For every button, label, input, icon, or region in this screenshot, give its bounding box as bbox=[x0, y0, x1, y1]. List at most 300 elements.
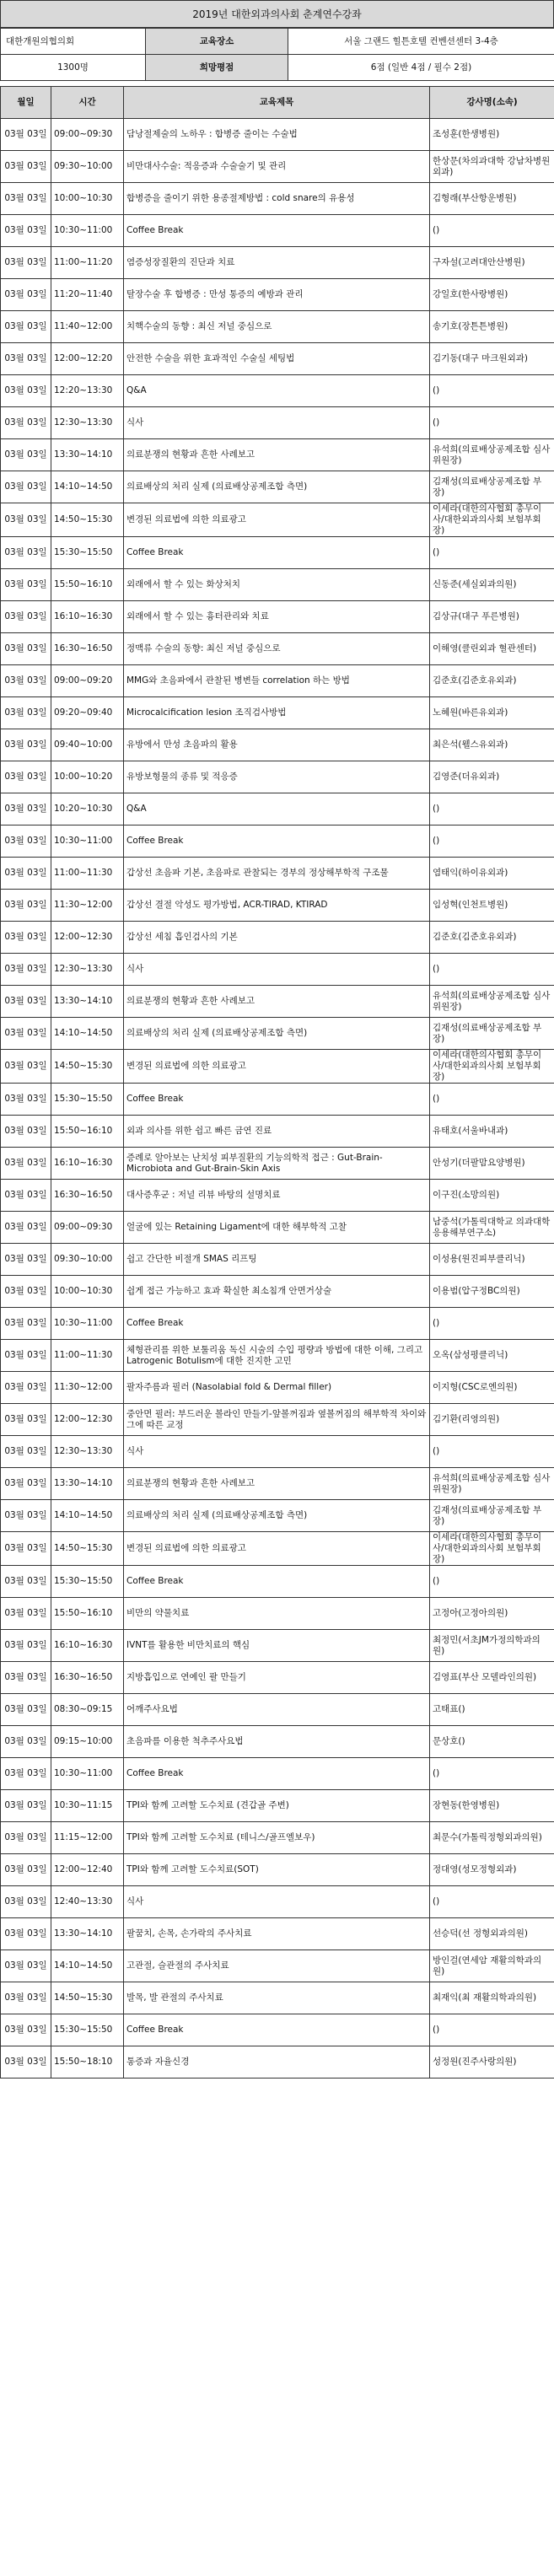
table-row bbox=[1, 375, 554, 407]
session-time: 14:10~14:50 bbox=[51, 1500, 124, 1532]
info-row bbox=[1, 29, 554, 55]
table-row bbox=[1, 954, 554, 986]
session-date: 03월 03일 bbox=[1, 601, 51, 633]
session-date: 03월 03일 bbox=[1, 826, 51, 858]
session-date: 03월 03일 bbox=[1, 215, 51, 247]
info-table bbox=[0, 28, 554, 81]
session-speaker: 문상호() bbox=[430, 1726, 554, 1758]
session-time: 14:50~15:30 bbox=[51, 1532, 124, 1566]
session-topic: 외래에서 할 수 있는 흉터관리와 치료 bbox=[124, 601, 430, 633]
session-speaker: 이구진(소망의원) bbox=[430, 1180, 554, 1212]
session-topic: Coffee Break bbox=[124, 1758, 430, 1790]
session-topic: 식사 bbox=[124, 954, 430, 986]
session-time: 13:30~14:10 bbox=[51, 439, 124, 471]
session-time: 09:15~10:00 bbox=[51, 1726, 124, 1758]
table-row bbox=[1, 1694, 554, 1726]
table-row bbox=[1, 1276, 554, 1308]
session-topic: Coffee Break bbox=[124, 537, 430, 569]
session-speaker: 김재성(의료배상공제조합 부장) bbox=[430, 471, 554, 503]
session-date: 03월 03일 bbox=[1, 922, 51, 954]
session-topic: 얼굴에 있는 Retaining Ligament에 대한 해부학적 고찰 bbox=[124, 1212, 430, 1244]
table-row bbox=[1, 697, 554, 729]
session-time: 15:50~16:10 bbox=[51, 1598, 124, 1630]
session-topic: 식사 bbox=[124, 407, 430, 439]
session-topic: 갑상선 결절 악성도 평가방법, ACR-TIRAD, KTIRAD bbox=[124, 890, 430, 922]
session-topic: Microcalcification lesion 조직검사방법 bbox=[124, 697, 430, 729]
session-date: 03월 03일 bbox=[1, 2046, 51, 2079]
session-time: 15:50~16:10 bbox=[51, 569, 124, 601]
session-speaker: 정대영(성모정형외과) bbox=[430, 1854, 554, 1886]
table-row bbox=[1, 1598, 554, 1630]
session-date: 03월 03일 bbox=[1, 119, 51, 151]
session-date: 03월 03일 bbox=[1, 1630, 51, 1662]
session-speaker: 김재성(의료배상공제조합 부장) bbox=[430, 1018, 554, 1050]
session-date: 03월 03일 bbox=[1, 1598, 51, 1630]
session-topic: 의료배상의 처리 실제 (의료배상공제조합 측면) bbox=[124, 471, 430, 503]
session-topic: 비만의 약물치료 bbox=[124, 1598, 430, 1630]
table-row bbox=[1, 1148, 554, 1180]
table-row bbox=[1, 151, 554, 183]
session-time: 09:00~09:20 bbox=[51, 665, 124, 697]
session-speaker: 고정아(고정아의원) bbox=[430, 1598, 554, 1630]
session-topic: 비만대사수술: 적응증과 수술술기 및 관리 bbox=[124, 151, 430, 183]
table-row bbox=[1, 826, 554, 858]
session-speaker: 최은석(웰스유외과) bbox=[430, 729, 554, 761]
session-speaker: 이세라(대한의사협회 총무이사/대한외과의사회 보험부회장) bbox=[430, 503, 554, 537]
session-speaker: 안성기(더팔맘요양병원) bbox=[430, 1148, 554, 1180]
session-date: 03월 03일 bbox=[1, 1436, 51, 1468]
table-row bbox=[1, 407, 554, 439]
table-row bbox=[1, 1084, 554, 1116]
location-value: 서울 그랜드 힐튼호텔 컨벤션센터 3-4층 bbox=[288, 29, 554, 55]
session-topic: 안전한 수술을 위한 효과적인 수술실 세팅법 bbox=[124, 343, 430, 375]
session-date: 03월 03일 bbox=[1, 1918, 51, 1950]
col-header-time: 시간 bbox=[51, 87, 124, 119]
session-time: 08:30~09:15 bbox=[51, 1694, 124, 1726]
session-speaker: () bbox=[430, 215, 554, 247]
table-row bbox=[1, 2046, 554, 2079]
session-time: 11:00~11:20 bbox=[51, 247, 124, 279]
session-date: 03월 03일 bbox=[1, 1982, 51, 2014]
table-row bbox=[1, 1854, 554, 1886]
session-date: 03월 03일 bbox=[1, 633, 51, 665]
session-date: 03월 03일 bbox=[1, 407, 51, 439]
session-speaker: 이지형(CSC로엔의원) bbox=[430, 1372, 554, 1404]
session-date: 03월 03일 bbox=[1, 1212, 51, 1244]
table-row bbox=[1, 537, 554, 569]
session-topic: 유방에서 만성 초음파의 활용 bbox=[124, 729, 430, 761]
session-speaker: 조성훈(한생병원) bbox=[430, 119, 554, 151]
session-speaker: 성정원(진주사랑의원) bbox=[430, 2046, 554, 2079]
session-topic: Coffee Break bbox=[124, 1084, 430, 1116]
session-speaker: 김준호(김준호유외과) bbox=[430, 665, 554, 697]
table-row bbox=[1, 1018, 554, 1050]
session-topic: 팔꿈치, 손목, 손가락의 주사치료 bbox=[124, 1918, 430, 1950]
session-date: 03월 03일 bbox=[1, 1726, 51, 1758]
session-time: 09:00~09:30 bbox=[51, 119, 124, 151]
session-topic: 식사 bbox=[124, 1436, 430, 1468]
session-date: 03월 03일 bbox=[1, 247, 51, 279]
session-topic: 의료배상의 처리 실제 (의료배상공제조합 측면) bbox=[124, 1018, 430, 1050]
session-speaker: () bbox=[430, 1436, 554, 1468]
session-topic: Coffee Break bbox=[124, 1308, 430, 1340]
session-time: 14:50~15:30 bbox=[51, 503, 124, 537]
session-topic: 염증성장질환의 진단과 치료 bbox=[124, 247, 430, 279]
session-speaker: 김영표(부산 모델라인의원) bbox=[430, 1662, 554, 1694]
session-speaker: 임성혁(인천트병원) bbox=[430, 890, 554, 922]
col-header-speaker: 강사명(소속) bbox=[430, 87, 554, 119]
session-topic: 탈장수술 후 합병증 : 만성 통증의 예방과 관리 bbox=[124, 279, 430, 311]
table-row bbox=[1, 1630, 554, 1662]
session-speaker: 김준호(김준호유외과) bbox=[430, 922, 554, 954]
session-speaker: 유태호(서울바내과) bbox=[430, 1116, 554, 1148]
session-time: 15:30~15:50 bbox=[51, 1566, 124, 1598]
session-time: 12:20~13:30 bbox=[51, 375, 124, 407]
session-topic: 외래에서 할 수 있는 화상처치 bbox=[124, 569, 430, 601]
table-row bbox=[1, 311, 554, 343]
session-topic: 합병증을 줄이기 위한 용종절제방법 : cold snare의 유용성 bbox=[124, 183, 430, 215]
session-speaker: 유석희(의료배상공제조합 심사위원장) bbox=[430, 1468, 554, 1500]
info-row bbox=[1, 55, 554, 81]
session-time: 14:10~14:50 bbox=[51, 1018, 124, 1050]
session-time: 11:30~12:00 bbox=[51, 890, 124, 922]
session-topic: 중안면 필러: 부드러운 볼라인 만들기-앞볼꺼짐과 옆볼꺼짐의 해부학적 차이와 그에 따른 교정 bbox=[124, 1404, 430, 1436]
session-date: 03월 03일 bbox=[1, 537, 51, 569]
session-topic: 담낭절제술의 노하우 : 합병증 줄이는 수술법 bbox=[124, 119, 430, 151]
session-speaker: () bbox=[430, 1886, 554, 1918]
session-date: 03월 03일 bbox=[1, 503, 51, 537]
session-date: 03월 03일 bbox=[1, 1340, 51, 1372]
session-date: 03월 03일 bbox=[1, 1500, 51, 1532]
session-speaker: 고태표() bbox=[430, 1694, 554, 1726]
session-topic: 팔자주름과 필러 (Nasolabial fold & Dermal filler) bbox=[124, 1372, 430, 1404]
col-header-topic: 교육제목 bbox=[124, 87, 430, 119]
session-date: 03월 03일 bbox=[1, 1084, 51, 1116]
session-topic: 대사증후군 : 저널 리뷰 바탕의 설명치료 bbox=[124, 1180, 430, 1212]
session-speaker: 이세라(대한의사협회 총무이사/대한외과의사회 보험부회장) bbox=[430, 1050, 554, 1084]
session-topic: Coffee Break bbox=[124, 826, 430, 858]
session-time: 13:30~14:10 bbox=[51, 1918, 124, 1950]
session-topic: 변경된 의료법에 의한 의료광고 bbox=[124, 1532, 430, 1566]
session-date: 03월 03일 bbox=[1, 1404, 51, 1436]
session-topic: 증례로 알아보는 난치성 피부질환의 기능의학적 접근 : Gut-Brain-Microbiota and Gut-Brain-Skin Axis bbox=[124, 1148, 430, 1180]
table-row bbox=[1, 1566, 554, 1598]
session-topic: 고관절, 슬관절의 주사치료 bbox=[124, 1950, 430, 1982]
location-label: 교육장소 bbox=[146, 29, 288, 55]
session-topic: 치핵수술의 동향 : 최신 저널 중심으로 bbox=[124, 311, 430, 343]
session-time: 15:50~16:10 bbox=[51, 1116, 124, 1148]
session-speaker: 최재익(최 재활의학과의원) bbox=[430, 1982, 554, 2014]
session-time: 16:10~16:30 bbox=[51, 1148, 124, 1180]
credit-value: 6점 (일반 4점 / 필수 2점) bbox=[288, 55, 554, 81]
session-time: 11:00~11:30 bbox=[51, 1340, 124, 1372]
session-time: 16:30~16:50 bbox=[51, 633, 124, 665]
session-speaker: 방인걸(연세암 재활의학과의원) bbox=[430, 1950, 554, 1982]
session-topic: Coffee Break bbox=[124, 1566, 430, 1598]
session-topic: 쉽고 간단한 비절개 SMAS 리프팅 bbox=[124, 1244, 430, 1276]
session-date: 03월 03일 bbox=[1, 1886, 51, 1918]
session-topic: 초음파를 이용한 척추주사요법 bbox=[124, 1726, 430, 1758]
session-time: 14:10~14:50 bbox=[51, 471, 124, 503]
table-row bbox=[1, 1212, 554, 1244]
session-date: 03월 03일 bbox=[1, 890, 51, 922]
session-time: 16:10~16:30 bbox=[51, 601, 124, 633]
session-speaker: 선승덕(선 정형외과의원) bbox=[430, 1918, 554, 1950]
session-time: 10:30~11:00 bbox=[51, 826, 124, 858]
credit-label: 희망평점 bbox=[146, 55, 288, 81]
session-date: 03월 03일 bbox=[1, 279, 51, 311]
table-row bbox=[1, 1180, 554, 1212]
session-speaker: () bbox=[430, 1566, 554, 1598]
session-date: 03월 03일 bbox=[1, 439, 51, 471]
session-time: 10:00~10:20 bbox=[51, 761, 124, 793]
session-time: 12:00~12:20 bbox=[51, 343, 124, 375]
table-row bbox=[1, 439, 554, 471]
session-date: 03월 03일 bbox=[1, 2014, 51, 2046]
session-topic: 의료분쟁의 현황과 흔한 사례보고 bbox=[124, 439, 430, 471]
table-row bbox=[1, 2014, 554, 2046]
session-speaker: () bbox=[430, 793, 554, 826]
table-row bbox=[1, 1308, 554, 1340]
schedule-body bbox=[1, 119, 554, 2079]
session-date: 03월 03일 bbox=[1, 1018, 51, 1050]
session-time: 12:40~13:30 bbox=[51, 1886, 124, 1918]
session-date: 03월 03일 bbox=[1, 183, 51, 215]
session-speaker: 김기동(대구 마크원외과) bbox=[430, 343, 554, 375]
session-time: 16:30~16:50 bbox=[51, 1662, 124, 1694]
session-time: 09:40~10:00 bbox=[51, 729, 124, 761]
session-time: 10:30~11:15 bbox=[51, 1790, 124, 1822]
session-topic: 어깨주사요법 bbox=[124, 1694, 430, 1726]
session-speaker: 이용범(압구정BC의원) bbox=[430, 1276, 554, 1308]
table-row bbox=[1, 503, 554, 537]
table-row bbox=[1, 729, 554, 761]
session-time: 15:30~15:50 bbox=[51, 2014, 124, 2046]
session-speaker: 최문수(가톨릭정형외과의원) bbox=[430, 1822, 554, 1854]
session-speaker: 신동준(세실외과의원) bbox=[430, 569, 554, 601]
schedule-table bbox=[0, 86, 554, 2079]
table-row bbox=[1, 1982, 554, 2014]
session-date: 03월 03일 bbox=[1, 311, 51, 343]
session-speaker: 남중석(가톨릭대학교 의과대학 응용해부연구소) bbox=[430, 1212, 554, 1244]
session-speaker: 오옥(삼성평클리닉) bbox=[430, 1340, 554, 1372]
col-header-date: 월일 bbox=[1, 87, 51, 119]
session-topic: 변경된 의료법에 의한 의료광고 bbox=[124, 503, 430, 537]
session-date: 03월 03일 bbox=[1, 151, 51, 183]
table-row bbox=[1, 1500, 554, 1532]
table-row bbox=[1, 1436, 554, 1468]
session-time: 15:30~15:50 bbox=[51, 537, 124, 569]
session-speaker: 한상문(차의과대학 강남차병원 외과) bbox=[430, 151, 554, 183]
table-row bbox=[1, 215, 554, 247]
session-topic: 갑상선 세침 흡인검사의 기본 bbox=[124, 922, 430, 954]
session-date: 03월 03일 bbox=[1, 1116, 51, 1148]
table-row bbox=[1, 119, 554, 151]
session-topic: 정맥류 수술의 동향: 최신 저널 중심으로 bbox=[124, 633, 430, 665]
session-topic: IVNT를 활용한 비만치료의 핵심 bbox=[124, 1630, 430, 1662]
table-row bbox=[1, 247, 554, 279]
session-topic: 식사 bbox=[124, 1886, 430, 1918]
session-time: 10:30~11:00 bbox=[51, 215, 124, 247]
session-speaker: 유석희(의료배상공제조합 심사위원장) bbox=[430, 439, 554, 471]
session-date: 03월 03일 bbox=[1, 1468, 51, 1500]
session-topic: TPI와 함께 고려할 도수치료 (테니스/골프엘보우) bbox=[124, 1822, 430, 1854]
session-topic: 유방보형물의 종류 및 적응증 bbox=[124, 761, 430, 793]
session-time: 12:00~12:30 bbox=[51, 922, 124, 954]
session-speaker: 김영준(더유외과) bbox=[430, 761, 554, 793]
table-row bbox=[1, 183, 554, 215]
session-speaker: 이세라(대한의사협회 총무이사/대한외과의사회 보험부회장) bbox=[430, 1532, 554, 1566]
session-time: 12:30~13:30 bbox=[51, 407, 124, 439]
session-time: 14:10~14:50 bbox=[51, 1950, 124, 1982]
session-date: 03월 03일 bbox=[1, 1694, 51, 1726]
session-date: 03월 03일 bbox=[1, 729, 51, 761]
table-row bbox=[1, 890, 554, 922]
session-speaker: 유석희(의료배상공제조합 심사위원장) bbox=[430, 986, 554, 1018]
session-time: 14:50~15:30 bbox=[51, 1050, 124, 1084]
table-row bbox=[1, 1758, 554, 1790]
session-speaker: 김상규(대구 푸른병원) bbox=[430, 601, 554, 633]
session-time: 11:30~12:00 bbox=[51, 1372, 124, 1404]
table-row bbox=[1, 279, 554, 311]
session-topic: 체형관리를 위한 보툴리움 독신 시술의 수입 평량과 방법에 대한 이해, 그리고 Latrogenic Botulism에 대한 진지한 고민 bbox=[124, 1340, 430, 1372]
session-topic: TPI와 함께 고려할 도수치료 (견갑골 주변) bbox=[124, 1790, 430, 1822]
session-time: 16:10~16:30 bbox=[51, 1630, 124, 1662]
session-topic: 변경된 의료법에 의한 의료광고 bbox=[124, 1050, 430, 1084]
table-row bbox=[1, 922, 554, 954]
session-speaker: () bbox=[430, 1758, 554, 1790]
session-speaker: () bbox=[430, 1084, 554, 1116]
session-topic: 의료분쟁의 현황과 흔한 사례보고 bbox=[124, 1468, 430, 1500]
table-row bbox=[1, 1244, 554, 1276]
table-row bbox=[1, 1050, 554, 1084]
session-time: 10:30~11:00 bbox=[51, 1308, 124, 1340]
table-row bbox=[1, 1918, 554, 1950]
session-time: 15:30~15:50 bbox=[51, 1084, 124, 1116]
table-row bbox=[1, 986, 554, 1018]
table-row bbox=[1, 343, 554, 375]
session-topic: Q&A bbox=[124, 793, 430, 826]
session-speaker: 김형래(부산항운병원) bbox=[430, 183, 554, 215]
session-date: 03월 03일 bbox=[1, 793, 51, 826]
session-date: 03월 03일 bbox=[1, 1308, 51, 1340]
session-time: 12:30~13:30 bbox=[51, 1436, 124, 1468]
session-date: 03월 03일 bbox=[1, 697, 51, 729]
session-speaker: () bbox=[430, 826, 554, 858]
table-row bbox=[1, 1340, 554, 1372]
session-time: 11:20~11:40 bbox=[51, 279, 124, 311]
session-topic: Coffee Break bbox=[124, 2014, 430, 2046]
session-time: 10:20~10:30 bbox=[51, 793, 124, 826]
session-speaker: () bbox=[430, 2014, 554, 2046]
table-row bbox=[1, 761, 554, 793]
table-row bbox=[1, 665, 554, 697]
table-row bbox=[1, 858, 554, 890]
session-time: 11:00~11:30 bbox=[51, 858, 124, 890]
session-time: 10:00~10:30 bbox=[51, 183, 124, 215]
session-date: 03월 03일 bbox=[1, 1244, 51, 1276]
session-time: 11:40~12:00 bbox=[51, 311, 124, 343]
session-speaker: () bbox=[430, 537, 554, 569]
session-date: 03월 03일 bbox=[1, 1148, 51, 1180]
table-row bbox=[1, 471, 554, 503]
session-topic: Q&A bbox=[124, 375, 430, 407]
session-time: 13:30~14:10 bbox=[51, 986, 124, 1018]
session-date: 03월 03일 bbox=[1, 1372, 51, 1404]
session-topic: 의료분쟁의 현황과 흔한 사례보고 bbox=[124, 986, 430, 1018]
table-row bbox=[1, 1532, 554, 1566]
organizer: 대한개원의협의회 bbox=[1, 29, 146, 55]
session-date: 03월 03일 bbox=[1, 1854, 51, 1886]
session-date: 03월 03일 bbox=[1, 1790, 51, 1822]
session-speaker: () bbox=[430, 1308, 554, 1340]
session-date: 03월 03일 bbox=[1, 761, 51, 793]
session-date: 03월 03일 bbox=[1, 343, 51, 375]
session-date: 03월 03일 bbox=[1, 665, 51, 697]
session-date: 03월 03일 bbox=[1, 1822, 51, 1854]
session-topic: 지방흡입으로 연예인 팔 만들기 bbox=[124, 1662, 430, 1694]
session-date: 03월 03일 bbox=[1, 1276, 51, 1308]
session-date: 03월 03일 bbox=[1, 1532, 51, 1566]
document-title: 2019년 대한외과의사회 춘계연수강좌 bbox=[0, 0, 554, 28]
table-row bbox=[1, 633, 554, 665]
session-topic: 의료배상의 처리 실제 (의료배상공제조합 측면) bbox=[124, 1500, 430, 1532]
attendee-count: 1300명 bbox=[1, 55, 146, 81]
session-date: 03월 03일 bbox=[1, 1950, 51, 1982]
session-time: 09:20~09:40 bbox=[51, 697, 124, 729]
session-date: 03월 03일 bbox=[1, 1180, 51, 1212]
session-date: 03월 03일 bbox=[1, 858, 51, 890]
table-row bbox=[1, 1726, 554, 1758]
session-time: 16:30~16:50 bbox=[51, 1180, 124, 1212]
session-time: 15:50~18:10 bbox=[51, 2046, 124, 2079]
session-topic: 통증과 자율신경 bbox=[124, 2046, 430, 2079]
session-speaker: 김기환(리영의원) bbox=[430, 1404, 554, 1436]
session-date: 03월 03일 bbox=[1, 375, 51, 407]
session-time: 12:30~13:30 bbox=[51, 954, 124, 986]
table-row bbox=[1, 1950, 554, 1982]
session-time: 09:30~10:00 bbox=[51, 1244, 124, 1276]
table-row bbox=[1, 569, 554, 601]
session-speaker: 이성용(원진피부클리닉) bbox=[430, 1244, 554, 1276]
session-speaker: 송기호(장튼튼병원) bbox=[430, 311, 554, 343]
session-topic: 쉽게 접근 가능하고 효과 확실한 최소침개 안면거상술 bbox=[124, 1276, 430, 1308]
table-row bbox=[1, 1790, 554, 1822]
session-speaker: 강일호(한사랑병원) bbox=[430, 279, 554, 311]
session-speaker: 최정민(서초JM가정의학과의원) bbox=[430, 1630, 554, 1662]
table-row bbox=[1, 793, 554, 826]
table-row bbox=[1, 1468, 554, 1500]
session-time: 10:00~10:30 bbox=[51, 1276, 124, 1308]
session-speaker: () bbox=[430, 407, 554, 439]
session-speaker: () bbox=[430, 954, 554, 986]
table-row bbox=[1, 1886, 554, 1918]
table-row bbox=[1, 1404, 554, 1436]
header-row bbox=[1, 87, 554, 119]
session-date: 03월 03일 bbox=[1, 986, 51, 1018]
session-topic: TPI와 함께 고려할 도수치료(SOT) bbox=[124, 1854, 430, 1886]
session-time: 09:00~09:30 bbox=[51, 1212, 124, 1244]
session-topic: 갑상선 초음파 기본, 초음파로 관찰되는 경부의 정상해부학적 구조물 bbox=[124, 858, 430, 890]
session-speaker: 염태익(하이유외과) bbox=[430, 858, 554, 890]
session-time: 12:00~12:40 bbox=[51, 1854, 124, 1886]
session-topic: Coffee Break bbox=[124, 215, 430, 247]
session-date: 03월 03일 bbox=[1, 1662, 51, 1694]
table-row bbox=[1, 1662, 554, 1694]
session-topic: MMG와 초음파에서 관찰된 병변들 correlation 하는 방법 bbox=[124, 665, 430, 697]
session-date: 03월 03일 bbox=[1, 471, 51, 503]
session-speaker: 구자설(고려대안산병원) bbox=[430, 247, 554, 279]
